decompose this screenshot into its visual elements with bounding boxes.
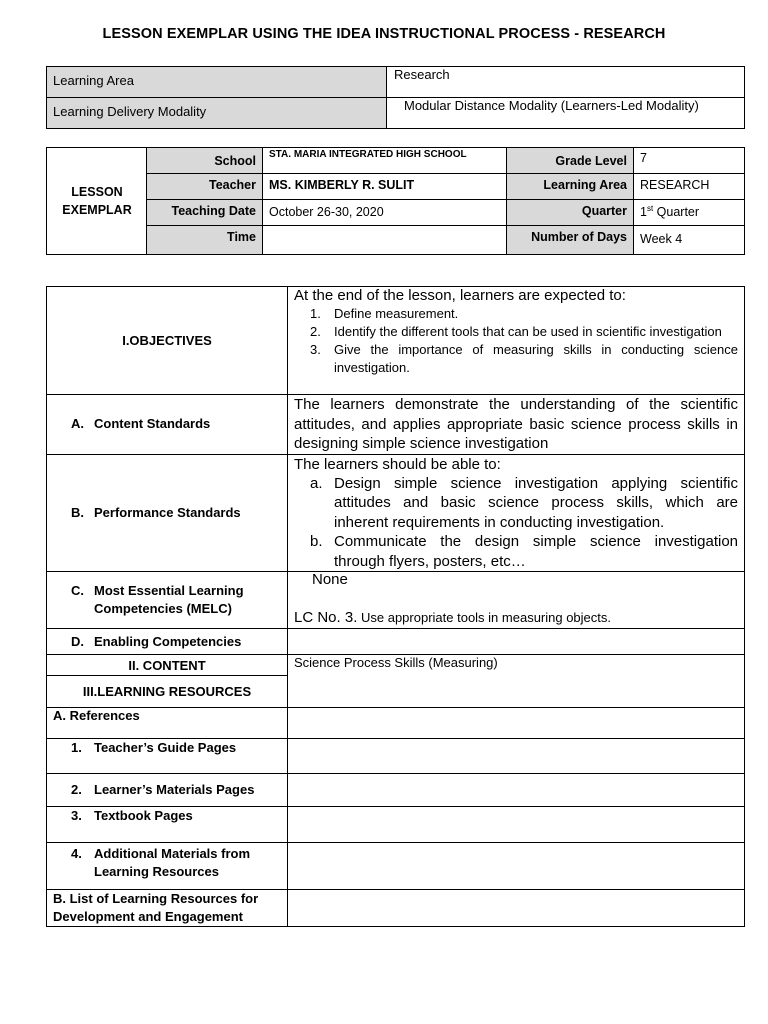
- teaching-date-value-cell: [263, 200, 507, 226]
- quarter-value-cell: [634, 200, 745, 226]
- header-table: [46, 66, 745, 129]
- objective-num: 2.: [310, 324, 321, 339]
- objective-num: 3.: [310, 342, 321, 357]
- objective-item: [310, 323, 738, 341]
- list-resources-label-cell: [47, 890, 288, 927]
- info-learning-area-label: Learning Area: [543, 178, 627, 192]
- time-value-cell: [263, 226, 507, 255]
- teacher-label: Teacher: [208, 178, 256, 192]
- learning-area-label-cell: [47, 67, 387, 98]
- melc-label-cell: [47, 572, 288, 629]
- ref-text: Learner’s Materials Pages: [94, 782, 255, 797]
- ref-num: 2.: [71, 782, 82, 797]
- objectives-list: [288, 305, 744, 377]
- ref-value-cell: [288, 739, 745, 774]
- teaching-date-label-cell: [147, 200, 263, 226]
- content-standards-label-cell: [47, 395, 288, 455]
- ref-value-cell: [288, 807, 745, 843]
- ref-item-cell: [47, 774, 288, 807]
- objectives-label-cell: [47, 287, 288, 395]
- modality-label-cell: [47, 98, 387, 129]
- teacher-label-cell: [147, 174, 263, 200]
- content-standards-label: [47, 415, 287, 433]
- time-label-cell: [147, 226, 263, 255]
- melc-cell: [288, 572, 745, 629]
- resources-label-cell: [47, 676, 288, 708]
- performance-standards-letter: B.: [71, 504, 84, 520]
- content-label: II. CONTENT: [128, 657, 206, 673]
- ref-item-cell: [47, 739, 288, 774]
- enabling-letter: D.: [71, 633, 84, 649]
- ref-value-cell: [288, 774, 745, 807]
- grade-level-label-cell: [507, 148, 634, 174]
- modality-label: Learning Delivery Modality: [53, 104, 207, 119]
- performance-text: Design simple science investigation applying scientific attitudes and basic science process skills, which are inherent requirements in conducting investigation.: [334, 474, 738, 531]
- objectives-cell: [288, 287, 745, 395]
- lesson-exemplar-cell: [47, 148, 147, 255]
- learning-area-label: Learning Area: [53, 73, 134, 88]
- quarter-label-cell: [507, 200, 634, 226]
- content-standards-cell: [288, 395, 745, 455]
- enabling-text-label: Enabling Competencies: [94, 633, 242, 649]
- list-resources-cell: [288, 890, 745, 927]
- quarter-label: Quarter: [581, 204, 627, 218]
- objective-text: Define measurement.: [334, 306, 459, 321]
- ref-text: Textbook Pages: [94, 808, 193, 823]
- school-value: STA. MARIA INTEGRATED HIGH SCHOOL: [269, 149, 467, 160]
- objectives-intro: At the end of the lesson, learners are expected to:: [294, 287, 626, 304]
- days-value: Week 4: [640, 232, 683, 246]
- ref-num: 4.: [71, 846, 82, 861]
- info-learning-area-value: RESEARCH: [640, 178, 710, 192]
- content-standards-text-label: Content Standards: [94, 416, 211, 432]
- list-resources-label: B. List of Learning Resources for Development and Engagement: [53, 891, 259, 924]
- time-value: [263, 226, 506, 230]
- info-table: [46, 147, 745, 255]
- days-value-cell: [634, 226, 745, 255]
- teacher-value-cell: [263, 174, 507, 200]
- objective-item: [310, 341, 738, 377]
- content-value-cell: [288, 655, 745, 708]
- performance-standards-label-cell: [47, 454, 288, 572]
- teaching-date-value: October 26-30, 2020: [269, 205, 384, 219]
- resources-label: III.LEARNING RESOURCES: [82, 684, 252, 699]
- days-label: Number of Days: [531, 230, 627, 244]
- objective-text: Identify the different tools that can be used in scientific investigation: [334, 324, 722, 339]
- ref-text: Additional Materials from Learning Resources: [94, 846, 251, 879]
- teaching-date-label: Teaching Date: [171, 204, 256, 218]
- melc-none: None: [312, 571, 348, 588]
- performance-text: Communicate the design simple science investigation through flyers, posters, etc…: [334, 533, 738, 570]
- quarter-value: [634, 200, 744, 219]
- quarter-word: Quarter: [653, 205, 700, 220]
- grade-level-value: 7: [640, 151, 647, 165]
- modality-value: Modular Distance Modality (Learners-Led Modality): [404, 98, 699, 113]
- ref-num: 3.: [71, 808, 82, 823]
- ref-item-cell: [47, 843, 288, 890]
- references-cell: [288, 708, 745, 739]
- performance-intro: The learners should be able to:: [294, 455, 501, 473]
- melc-label: [47, 582, 287, 618]
- learning-area-value-cell: [387, 67, 745, 98]
- ref-num: 1.: [71, 740, 82, 755]
- ref-item: [47, 843, 287, 881]
- references-label-cell: [47, 708, 288, 739]
- objective-text: Give the importance of measuring skills in conducting science investigation.: [334, 342, 738, 375]
- performance-num: b.: [310, 533, 323, 550]
- performance-standards-text-label: Performance Standards: [94, 504, 241, 520]
- time-label: Time: [227, 230, 256, 244]
- enabling-cell: [288, 629, 745, 655]
- page-title: LESSON EXEMPLAR USING THE IDEA INSTRUCTIONAL PROCESS - RESEARCH: [102, 26, 666, 42]
- lesson-exemplar-label: LESSON EXEMPLAR: [62, 185, 132, 217]
- school-value-cell: [263, 148, 507, 174]
- melc-lc: [288, 588, 744, 626]
- performance-item: [302, 532, 738, 571]
- performance-standards-cell: [288, 454, 745, 572]
- melc-letter: C.: [71, 583, 84, 598]
- objectives-label: I.OBJECTIVES: [122, 333, 212, 348]
- plan-table: [46, 286, 745, 927]
- quarter-num: 1: [640, 205, 647, 220]
- days-label-cell: [507, 226, 634, 255]
- learning-area-value: Research: [394, 67, 450, 82]
- school-label: School: [214, 154, 256, 168]
- references-label: A. References: [53, 708, 140, 723]
- content-standards-text: The learners demonstrate the understanding of the scientific attitudes, and applies appropriate basic science process skills in designing simple science investigation: [294, 396, 738, 452]
- content-value: Science Process Skills (Measuring): [294, 655, 498, 670]
- objective-item: [310, 305, 738, 323]
- content-label-cell: [47, 655, 288, 676]
- performance-list: [288, 474, 744, 572]
- enabling-label-cell: [47, 629, 288, 655]
- teacher-value: MS. KIMBERLY R. SULIT: [269, 178, 415, 192]
- performance-item: [302, 474, 738, 533]
- quarter-sup: st: [646, 204, 654, 213]
- performance-num: a.: [310, 474, 323, 492]
- melc-lc-text: Use appropriate tools in measuring objects.: [357, 610, 612, 625]
- school-label-cell: [147, 148, 263, 174]
- ref-item: [47, 739, 287, 757]
- melc-text-label: Most Essential Learning Competencies (MELC): [94, 583, 244, 616]
- grade-level-label: Grade Level: [555, 154, 627, 168]
- ref-text: Teacher’s Guide Pages: [94, 740, 237, 755]
- melc-lc-prefix: LC No. 3.: [294, 609, 358, 626]
- enabling-label: [47, 633, 287, 651]
- modality-value-cell: [387, 98, 745, 129]
- ref-item: [47, 774, 287, 799]
- objective-num: 1.: [310, 306, 321, 321]
- content-standards-letter: A.: [71, 416, 84, 432]
- learning-area-label2-cell: [507, 174, 634, 200]
- learning-area-value2-cell: [634, 174, 745, 200]
- grade-level-value-cell: [634, 148, 745, 174]
- ref-item-cell: [47, 807, 288, 843]
- performance-standards-label: [47, 504, 287, 522]
- ref-item: [47, 807, 287, 825]
- ref-value-cell: [288, 843, 745, 890]
